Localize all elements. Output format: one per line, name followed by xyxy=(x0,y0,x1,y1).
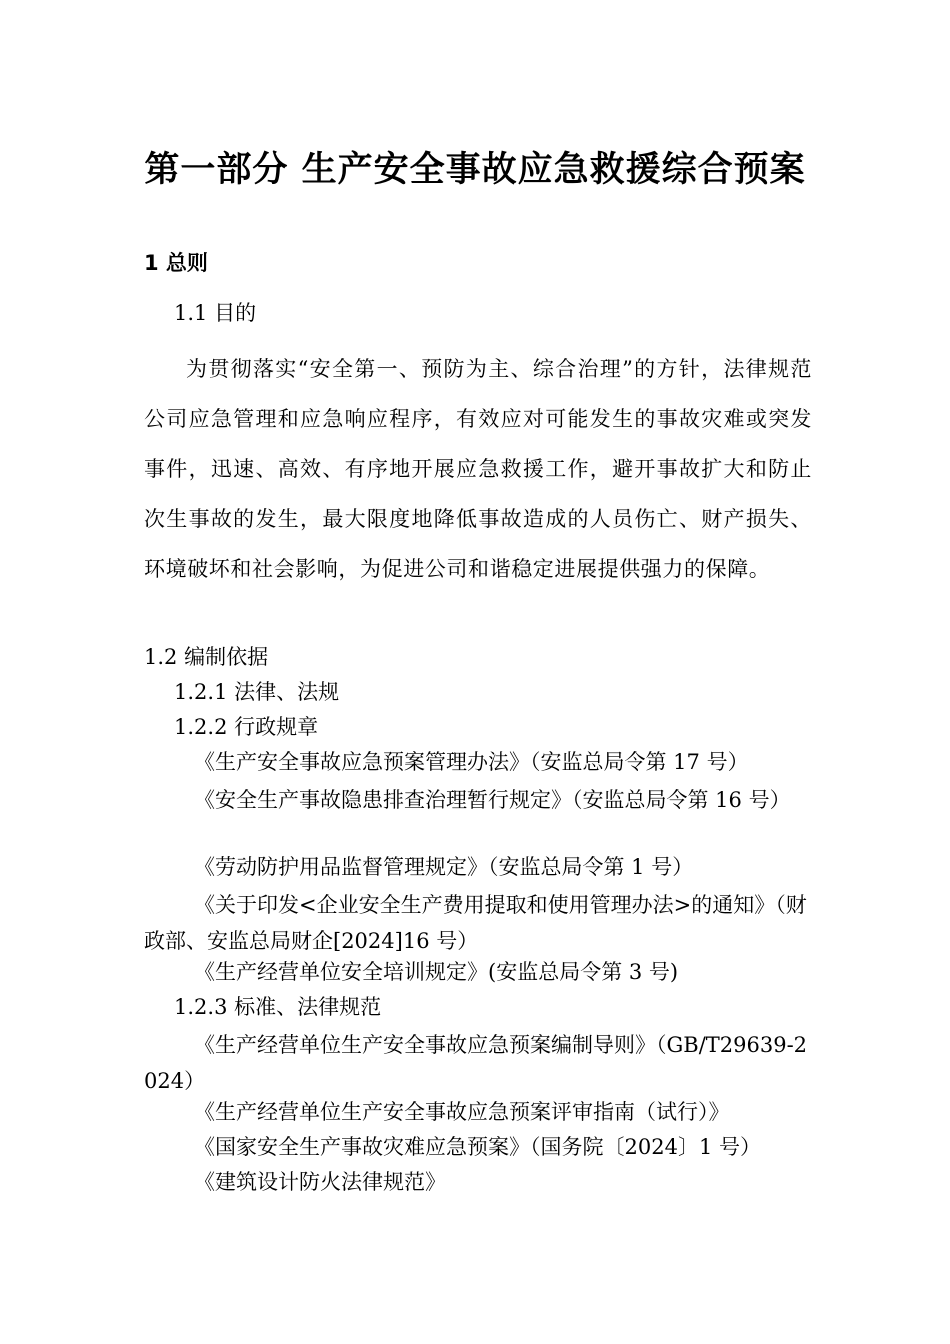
purpose-paragraph: 为贯彻落实“安全第一、预防为主、综合治理”的方针，法律规范公司应急管理和应急响应程序，有效应对可能发生的事故灾难或突发事件，迅速、高效、有序地开展应急救援工作，避开事故扩大和防止次生事故的发生，最大限度地降低事故造成的人员伤亡、财产损失、环境破坏和社会影响，为促进公司和谐稳定进展提供强力的保障。 xyxy=(144,357,812,581)
rule-item: 《关于印发<企业安全生产费用提取和使用管理办法>的通知》（财政部、安监总局财企[2024]16 号） xyxy=(144,893,807,953)
subsection-heading-standards: 1.2.3 标准、法律规范 xyxy=(174,995,382,1019)
standard-item: 《生产经营单位生产安全事故应急预案编制导则》（GB/T29639-2024） xyxy=(144,1033,808,1093)
subsection-heading-purpose: 1.1 目的 xyxy=(174,301,257,325)
subsection-heading-basis: 1.2 编制依据 xyxy=(144,645,269,669)
rule-item: 《生产安全事故应急预案管理办法》（安监总局令第 17 号） xyxy=(194,750,749,774)
rule-item: 《安全生产事故隐患排查治理暂行规定》（安监总局令第 16 号） xyxy=(194,788,791,812)
standard-item: 《生产经营单位生产安全事故应急预案评审指南（试行）》 xyxy=(194,1100,730,1124)
subsection-heading-rules: 1.2.2 行政规章 xyxy=(174,715,319,739)
subsection-heading-laws: 1.2.1 法律、法规 xyxy=(174,680,340,704)
standard-item: 《国家安全生产事故灾难应急预案》（国务院〔2024〕1 号） xyxy=(194,1135,761,1159)
page-title: 第一部分 生产安全事故应急救援综合预案 xyxy=(144,150,806,190)
standard-item: 《建筑设计防火法律规范》 xyxy=(194,1170,446,1194)
section-heading-general: 1 总则 xyxy=(144,251,208,275)
rule-item: 《生产经营单位安全培训规定》(安监总局令第 3 号) xyxy=(194,960,679,984)
rule-item: 《劳动防护用品监督管理规定》（安监总局令第 1 号） xyxy=(194,855,694,879)
